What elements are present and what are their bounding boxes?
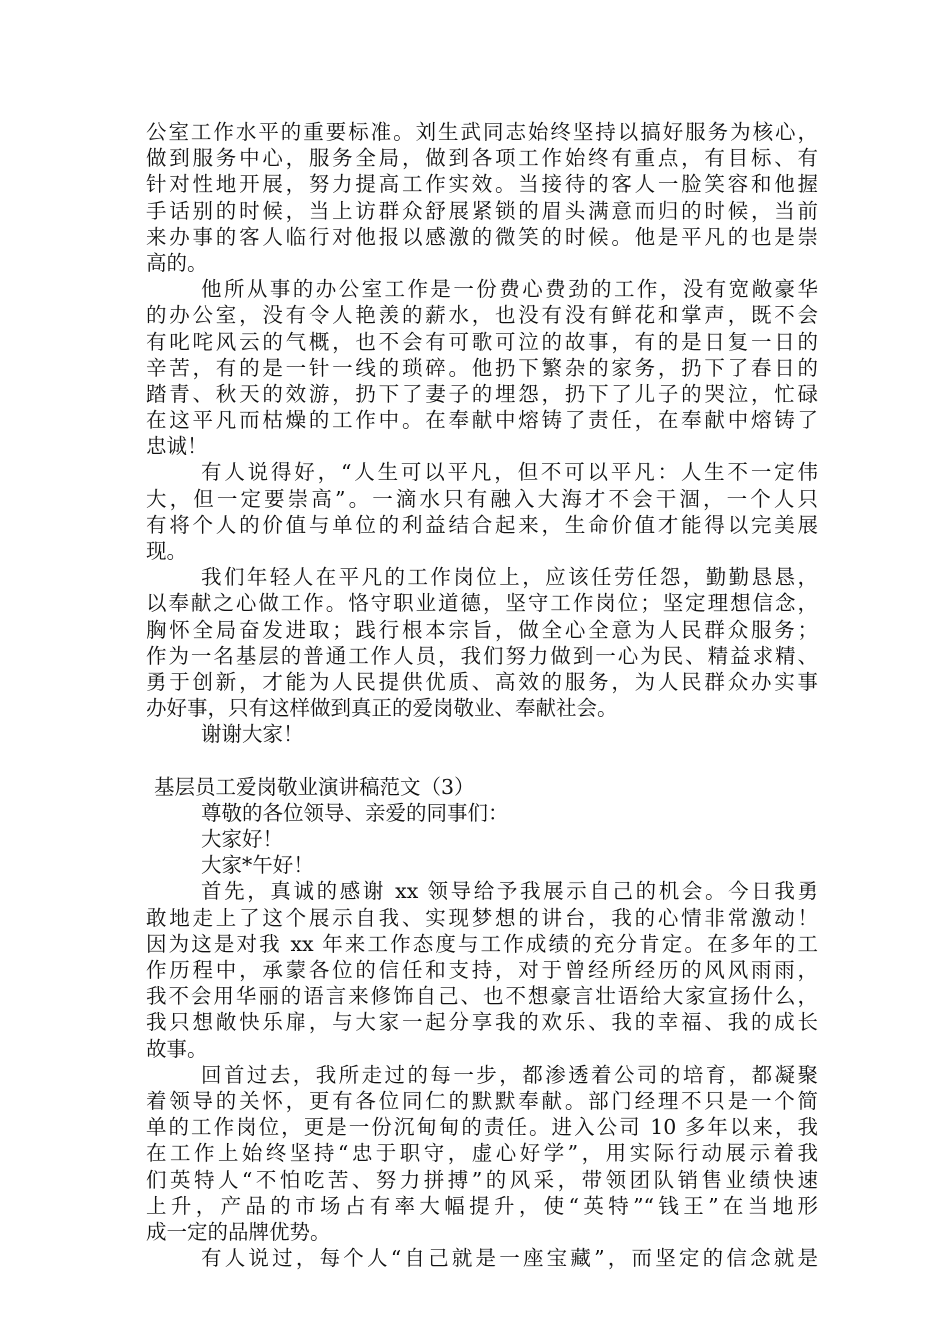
text-line: 我不会用华丽的语言来修饰自己、也不想豪言壮语给大家宣扬什么， — [146, 984, 818, 1009]
paragraph — [146, 564, 818, 721]
text-line: 我只想敞快乐扉，与大家一起分享我的欢乐、我的幸福、我的成长 — [146, 1010, 818, 1035]
paragraph — [146, 459, 818, 564]
text-line: 公室工作水平的重要标准。刘生武同志始终坚持以搞好服务为核心， — [146, 120, 818, 144]
text-line: 成一定的品牌优势。 — [146, 1219, 331, 1244]
text-line: 敢地走上了这个展示自我、实现梦想的讲台，我的心情非常激动！ — [146, 905, 818, 930]
text-line: 胸怀全局奋发进取；践行根本宗旨，做全心全意为人民群众服务； — [146, 617, 818, 642]
text-line: 首先，真诚的感谢 xx 领导给予我展示自己的机会。今日我勇 — [201, 879, 818, 904]
text-line: 针对性地开展，努力提高工作实效。当接待的客人一脸笑容和他握 — [146, 172, 818, 197]
text-line: 作历程中，承蒙各位的信任和支持，对于曾经所经历的风风雨雨， — [146, 958, 818, 982]
text-line: 忠诚！ — [146, 434, 208, 459]
text-line: 勇于创新，才能为人民提供优质、高效的服务，为人民群众办实事 — [146, 669, 818, 694]
text-line: 因为这是对我 xx 年来工作态度与工作成绩的充分肯定。在多年的工 — [146, 931, 818, 956]
text-line: 有人说过，每个人“自己就是一座宝藏”，而坚定的信念就是 — [201, 1246, 818, 1271]
text-line: 踏青、秋天的效游，扔下了妻子的埋怨，扔下了儿子的哭泣，忙碌 — [146, 381, 818, 406]
text-line: 有人说得好，“人生可以平凡，但不可以平凡：人生不一定伟 — [201, 460, 818, 485]
text-line: 上升，产品的市场占有率大幅提升，使“英特”“钱王”在当地形 — [146, 1193, 818, 1218]
text-line: 在工作上始终坚持“忠于职守，虚心好学”，用实际行动展示着我 — [146, 1141, 818, 1166]
text-line: 以奉献之心做工作。恪守职业道德，坚守工作岗位；坚定理想信念， — [146, 591, 818, 616]
paragraph — [146, 1062, 818, 1245]
greeting-line: 尊敬的各位领导、亲爱的同事们： — [201, 800, 509, 825]
blank-line — [146, 748, 818, 774]
text-line: 故事。 — [146, 1036, 208, 1061]
text-line: 做到服务中心，服务全局，做到各项工作始终有重点，有目标、有 — [146, 146, 818, 171]
text-line: 我们年轻人在平凡的工作岗位上，应该任劳任怨，勤勤恳恳， — [201, 565, 818, 590]
paragraph — [146, 119, 818, 276]
text-line: 手话别的时候，当上访群众舒展紧锁的眉头满意而归的时候，当前 — [146, 198, 818, 223]
greeting-line: 大家*午好！ — [201, 853, 314, 878]
paragraph — [146, 721, 818, 747]
paragraph — [146, 276, 818, 459]
text-line: 辛苦，有的是一针一线的琐碎。他扔下繁杂的家务，扔下了春日的 — [146, 355, 818, 380]
text-line: 单的工作岗位，更是一份沉甸甸的责任。进入公司 10 多年以来，我 — [146, 1115, 818, 1140]
section-title: 基层员工爱岗敬业演讲稿范文（3） — [154, 774, 475, 799]
text-line: 的办公室，没有令人艳羡的薪水，也没有没有鲜花和掌声，既不会 — [146, 303, 818, 328]
text-line: 有将个人的价值与单位的利益结合起来，生命价值才能得以完美展 — [146, 512, 818, 537]
text-line: 办好事，只有这样做到真正的爱岗敬业、奉献社会。 — [146, 696, 618, 721]
text-line: 回首过去，我所走过的每一步，都渗透着公司的培育，都凝聚 — [201, 1062, 818, 1087]
paragraph — [146, 1245, 818, 1271]
closing-line: 谢谢大家！ — [201, 722, 304, 747]
text-line: 他所从事的办公室工作是一份费心费劲的工作，没有宽敞豪华 — [201, 277, 818, 302]
text-line: 来办事的客人临行对他报以感激的微笑的时候。他是平凡的也是崇 — [146, 224, 818, 249]
text-line: 着领导的关怀，更有各位同仁的默默奉献。部门经理不只是一个简 — [146, 1088, 818, 1113]
greeting-line: 大家好！ — [201, 827, 283, 852]
text-line: 们英特人“不怕吃苦、努力拼搏”的风采，带领团队销售业绩快速 — [146, 1167, 818, 1192]
document-body — [146, 119, 818, 1271]
paragraph — [146, 878, 818, 1061]
text-line: 有叱咤风云的气概，也不会有可歌可泣的故事，有的是日复一日的 — [146, 329, 818, 354]
text-line: 现。 — [146, 539, 187, 563]
text-line: 大，但一定要崇高”。一滴水只有融入大海才不会干涸，一个人只 — [146, 486, 818, 511]
text-line: 作为一名基层的普通工作人员，我们努力做到一心为民、精益求精、 — [146, 643, 818, 668]
text-line: 在这平凡而枯燥的工作中。在奉献中熔铸了责任，在奉献中熔铸了 — [146, 408, 818, 433]
text-line: 高的。 — [146, 250, 208, 275]
